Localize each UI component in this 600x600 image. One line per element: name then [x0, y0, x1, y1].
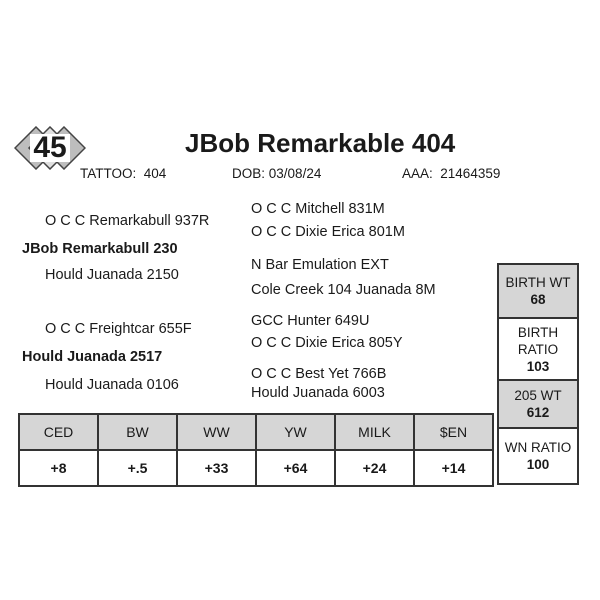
epd-header-bw: BW — [98, 414, 177, 450]
dob-label: DOB: — [232, 166, 266, 181]
wt-205-label: 205 WT — [514, 388, 562, 403]
sire-dam: Hould Juanada 2150 — [45, 267, 179, 283]
dam-sire-dam: O C C Dixie Erica 805Y — [251, 335, 403, 351]
epd-header-ced: CED — [19, 414, 98, 450]
birth-ratio-box — [497, 317, 579, 381]
sire-sire-sire: O C C Mitchell 831M — [251, 201, 385, 217]
birth-wt-label: BIRTH WT — [505, 275, 571, 290]
animal-name: JBob Remarkable 404 — [185, 128, 456, 158]
lot-badge — [14, 126, 86, 170]
epd-header-ww: WW — [177, 414, 256, 450]
dam-dam: Hould Juanada 0106 — [45, 377, 179, 393]
epd-value-ww: +33 — [177, 450, 256, 486]
epd-value-bw: +.5 — [98, 450, 177, 486]
epd-value-yw: +64 — [256, 450, 335, 486]
epd-header-en: $EN — [414, 414, 493, 450]
dam: Hould Juanada 2517 — [22, 349, 163, 365]
wn-ratio-value: 100 — [526, 457, 550, 472]
wt-205-box — [497, 379, 579, 429]
wn-ratio-label: WN RATIO — [504, 440, 572, 455]
sire-sire-dam: O C C Dixie Erica 801M — [251, 224, 405, 240]
sire-dam-sire: N Bar Emulation EXT — [251, 257, 389, 273]
tattoo-info — [80, 166, 166, 181]
wn-ratio-box — [497, 427, 579, 485]
epd-value-ced: +8 — [19, 450, 98, 486]
epd-value-row — [19, 450, 493, 486]
epd-header-yw: YW — [256, 414, 335, 450]
epd-table — [18, 413, 494, 487]
epd-header-row — [19, 414, 493, 450]
dam-sire-sire: GCC Hunter 649U — [251, 313, 370, 329]
birth-ratio-value: 103 — [526, 358, 550, 374]
epd-value-milk: +24 — [335, 450, 414, 486]
epd-header-milk: MILK — [335, 414, 414, 450]
sire: JBob Remarkabull 230 — [22, 241, 178, 257]
birth-wt-box — [497, 263, 579, 319]
aaa-label: AAA: — [402, 166, 433, 181]
tattoo-value: 404 — [143, 166, 167, 181]
tattoo-label: TATTOO: — [80, 166, 137, 181]
aaa-value: 21464359 — [440, 166, 501, 181]
lot-number: 45 — [33, 131, 67, 164]
dam-dam-dam: Hould Juanada 6003 — [251, 385, 385, 401]
dob-info — [232, 166, 321, 181]
aaa-info — [402, 166, 500, 181]
dob-value: 03/08/24 — [268, 166, 322, 181]
epd-value-en: +14 — [414, 450, 493, 486]
sire-sire: O C C Remarkabull 937R — [45, 213, 210, 229]
dam-dam-sire: O C C Best Yet 766B — [251, 366, 387, 382]
dam-sire: O C C Freightcar 655F — [45, 321, 192, 337]
birth-ratio-label: BIRTH RATIO — [517, 324, 559, 357]
wt-205-value: 612 — [526, 405, 550, 420]
sire-dam-dam: Cole Creek 104 Juanada 8M — [251, 282, 436, 298]
birth-wt-value: 68 — [530, 292, 546, 307]
